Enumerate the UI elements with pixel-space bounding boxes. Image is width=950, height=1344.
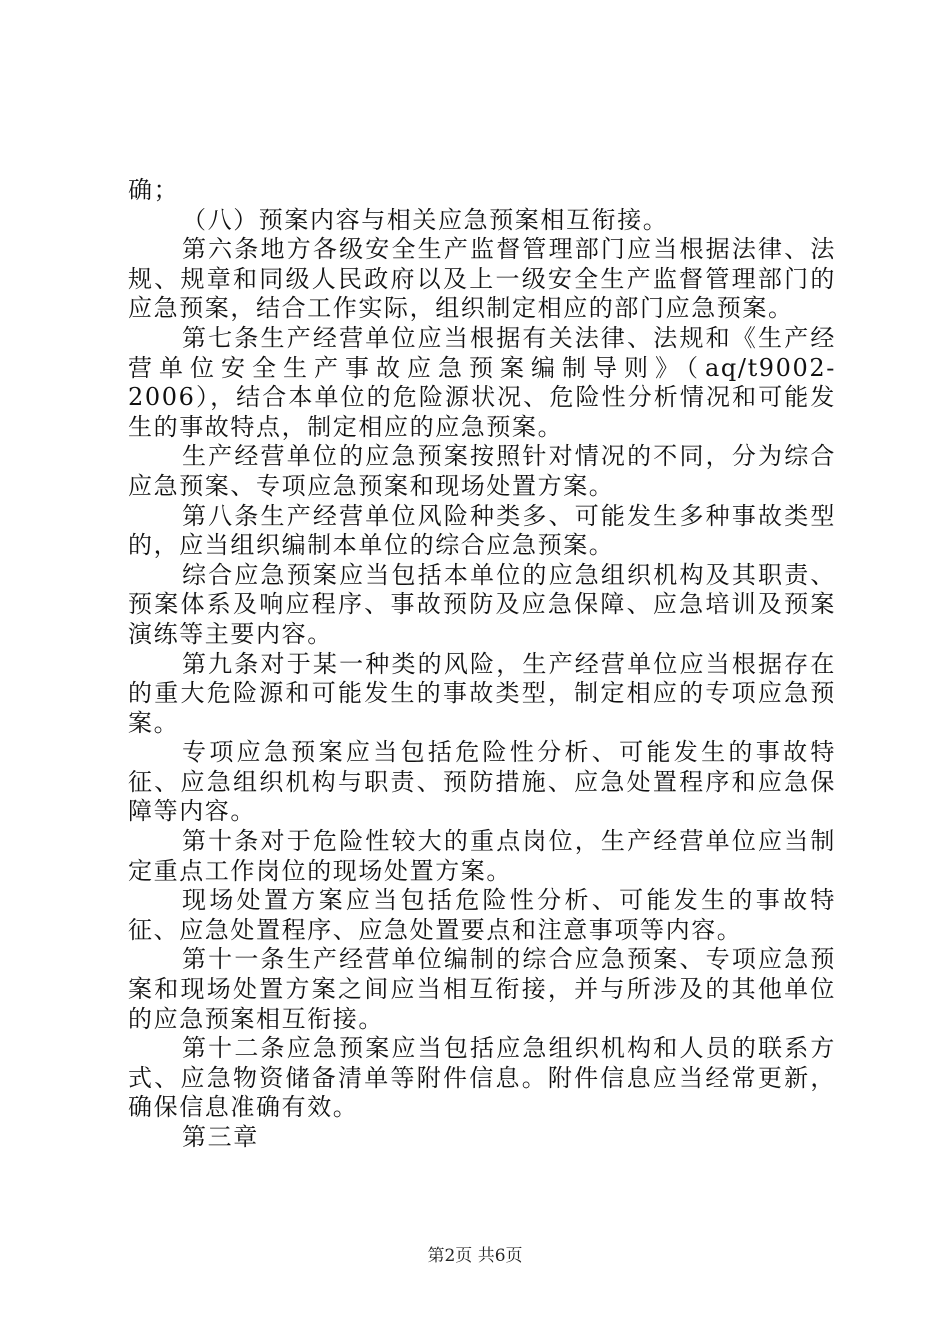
paragraph-6: 第八条生产经营单位风险种类多、可能发生多种事故类型的，应当组织编制本单位的综合应急预案。 [128,501,836,560]
paragraph-10: 第十条对于危险性较大的重点岗位，生产经营单位应当制定重点工作岗位的现场处置方案。 [128,827,836,885]
paragraph-12: 第十一条生产经营单位编制的综合应急预案、专项应急预案和现场处置方案之间应当相互衔接，并与所涉及的其他单位的应急预案相互衔接。 [128,945,836,1033]
paragraph-9: 专项应急预案应当包括危险性分析、可能发生的事故特征、应急组织机构与职责、预防措施、应急处置程序和应急保障等内容。 [128,738,836,826]
document-body [128,176,836,1153]
paragraph-5: 生产经营单位的应急预案按照针对情况的不同，分为综合应急预案、专项应急预案和现场处置方案。 [128,442,836,500]
paragraph-3: 第六条地方各级安全生产监督管理部门应当根据法律、法规、规章和同级人民政府以及上一级安全生产监督管理部门的应急预案，结合工作实际，组织制定相应的部门应急预案。 [128,235,836,323]
paragraph-13: 第十二条应急预案应当包括应急组织机构和人员的联系方式、应急物资储备清单等附件信息。附件信息应当经常更新，确保信息准确有效。 [128,1034,836,1122]
page-number-footer: 第2页 共6页 [427,1246,523,1266]
paragraph-2: （八）预案内容与相关应急预案相互衔接。 [182,205,669,234]
paragraph-4: 第七条生产经营单位应当根据有关法律、法规和《生产经营单位安全生产事故应急预案编制导则》（aq/t9002-2006），结合本单位的危险源状况、危险性分析情况和可能发生的事故特点，制定相应的应急预案。 [128,323,836,441]
paragraph-8: 第九条对于某一种类的风险，生产经营单位应当根据存在的重大危险源和可能发生的事故类型，制定相应的专项应急预案。 [128,649,836,737]
chapter-heading: 第三章 [182,1123,259,1151]
paragraph-1: 确； [128,176,180,204]
paragraph-7: 综合应急预案应当包括本单位的应急组织机构及其职责、预案体系及响应程序、事故预防及应急保障、应急培训及预案演练等主要内容。 [128,560,836,648]
paragraph-11: 现场处置方案应当包括危险性分析、可能发生的事故特征、应急处置程序、应急处置要点和注意事项等内容。 [128,886,836,944]
